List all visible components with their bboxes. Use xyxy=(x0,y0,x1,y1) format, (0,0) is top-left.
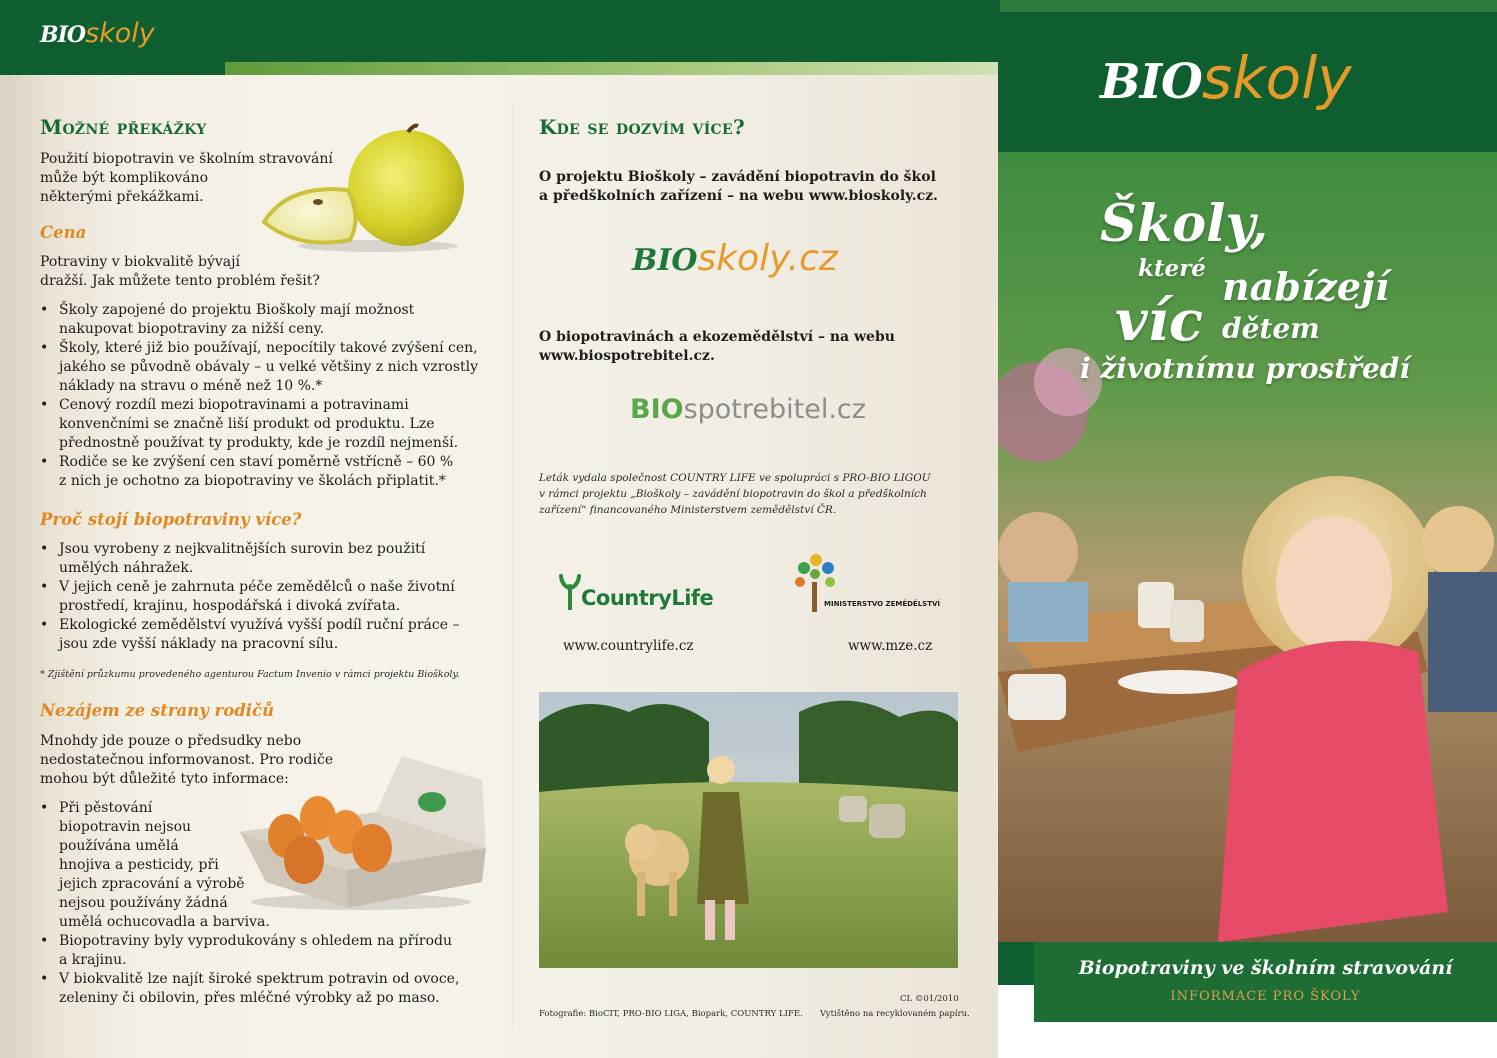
list-line: a krajinu. xyxy=(59,952,127,968)
bioskoly-web-text xyxy=(539,168,938,206)
list-item xyxy=(40,453,480,491)
list-line: jejich zpracování a výrobě xyxy=(59,876,245,892)
logo-rest-part: spotrebitel.cz xyxy=(683,394,866,425)
list-line: umělá ochucovadla a barviva. xyxy=(59,914,270,930)
print-code: CL ©01/2010 xyxy=(900,994,959,1004)
list-line: • Ekologické zemědělství využívá vyšší podíl ruční práce – xyxy=(59,617,460,633)
list-item xyxy=(40,301,480,339)
list-line: hnojiva a pesticidy, při xyxy=(59,857,219,873)
price-line: dražší. Jak můžete tento problém řešit? xyxy=(40,273,320,289)
countrylife-logo[interactable] xyxy=(559,572,713,610)
list-line: • V biokvalitě lze najít široké spektrum potravin od ovoce, xyxy=(59,971,460,987)
countrylife-url[interactable]: www.countrylife.cz xyxy=(563,638,694,654)
list-item xyxy=(40,540,480,578)
list-item xyxy=(40,970,480,1008)
cover-title-prostredi: i životnímu prostředí xyxy=(1080,352,1411,385)
list-item xyxy=(40,616,480,654)
cover-top-strip xyxy=(1000,0,1497,12)
price-line: Potraviny v biokvalitě bývají xyxy=(40,254,240,270)
list-line: používána umělá xyxy=(59,838,179,854)
mze-text: MINISTERSTVO ZEMĚDĚLSTVÍ xyxy=(824,600,941,608)
text-line: O biopotravinách a ekozemědělství – na webu xyxy=(539,329,895,345)
list-line: • Rodiče se ke zvýšení cen staví poměrně vstřícně – 60 % xyxy=(59,454,454,470)
section-heading-obstacles: Možné překážky xyxy=(40,115,207,139)
list-item xyxy=(40,578,480,616)
mze-logo[interactable] xyxy=(792,552,941,612)
cover-title-ktere: které xyxy=(1138,255,1206,282)
credit-line: zařízení“ financovaného Ministerstvem zemědělství ČR. xyxy=(539,504,837,516)
list-line: biopotravin nejsou xyxy=(59,819,192,835)
list-line: • Cenový rozdíl mezi biopotravinami a potravinami xyxy=(59,397,409,413)
cover-footer-subtitle: INFORMACE PRO ŠKOLY xyxy=(1170,989,1361,1004)
cover-title-skoly: Školy, xyxy=(1100,194,1269,254)
list-line: prostředí, krajinu, hospodářská i divoká zvířata. xyxy=(59,598,401,614)
countrylife-tree-icon xyxy=(559,572,581,610)
cover-bottom xyxy=(998,1022,1497,1058)
top-logo-bio: BIO xyxy=(40,22,86,48)
list-line: přednostně používat ty produkty, kde je rozdíl nejmenší. xyxy=(59,435,459,451)
photo-credit: Fotografie: BioCIT, PRO-BIO LIGA, Biopark, COUNTRY LIFE. xyxy=(539,1009,803,1019)
list-item xyxy=(40,339,480,396)
biospotrebitel-logo[interactable] xyxy=(630,394,866,425)
cover-title-nabizeji: nabízejí xyxy=(1222,264,1390,309)
logo-bio-part: BIO xyxy=(630,394,684,425)
list-line: jsou zde vyšší náklady na pracovní sílu. xyxy=(59,636,339,652)
disinterest-line: nedostatečnou informovanost. Pro rodiče xyxy=(40,752,334,768)
column-separator xyxy=(512,100,513,1030)
cover-logo xyxy=(1100,44,1352,112)
list-line: • V jejich ceně je zahrnuta péče zemědělců o naše životní xyxy=(59,579,455,595)
cover-footer xyxy=(1034,942,1497,1022)
cover-footer-title: Biopotraviny ve školním stravování xyxy=(1078,957,1453,979)
list-line: • Biopotraviny byly vyprodukovány s ohledem na přírodu xyxy=(59,933,453,949)
list-item xyxy=(40,799,480,932)
intro-line: může být komplikováno xyxy=(40,170,209,186)
bioskoly-cz-logo[interactable] xyxy=(632,238,838,279)
list-line: nejsou používány žádná xyxy=(59,895,228,911)
apple-image xyxy=(258,122,470,254)
list-line: jakého se původně obávaly – u velké většiny z nich vzrostly xyxy=(59,359,479,375)
list-line: zeleniny či obilovin, přes mléčné výrobky až po maso. xyxy=(59,990,440,1006)
list-line: • Školy, které již bio používají, nepocítily takové zvýšení cen, xyxy=(59,340,478,356)
disinterest-list xyxy=(40,799,480,1008)
cover-title-vic: víc xyxy=(1115,288,1203,354)
list-line: • Při pěstování xyxy=(59,800,153,816)
section-heading-more-info: Kde se dozvím více? xyxy=(539,115,745,139)
cover-title-detem: dětem xyxy=(1222,312,1320,345)
logo-bio-part: BIO xyxy=(632,243,698,278)
text-line: O projektu Bioškoly – zavádění biopotravin do škol xyxy=(539,169,936,185)
text-line: a předškolních zařízení – na webu www.bioskoly.cz. xyxy=(539,188,938,204)
credit-line: Leták vydala společnost COUNTRY LIFE ve spolupráci s PRO-BIO LIGOU xyxy=(539,472,931,484)
price-text xyxy=(40,253,320,291)
list-line: • Jsou vyrobeny z nejkvalitnějších surovin bez použití xyxy=(59,541,426,557)
list-item xyxy=(40,932,480,970)
list-line: nakupovat biopotraviny za nižší ceny. xyxy=(59,321,325,337)
top-logo-skoly: skoly xyxy=(85,18,155,49)
price-list xyxy=(40,301,480,491)
list-line: z nich je ochotno za biopotraviny ve školách připlatit.* xyxy=(59,473,446,489)
why-list xyxy=(40,540,480,654)
logo-skoly-part: skoly.cz xyxy=(697,238,838,279)
disinterest-line: Mnohdy jde pouze o předsudky nebo xyxy=(40,733,302,749)
list-line: umělých náhražek. xyxy=(59,560,194,576)
publisher-credit xyxy=(539,470,931,518)
credit-line: v rámci projektu „Bioškoly – zavádění biopotravin do škol a předškolních xyxy=(539,488,927,500)
biospotrebitel-web-text xyxy=(539,328,895,366)
text-line: www.biospotrebitel.cz. xyxy=(539,348,715,364)
disinterest-line: mohou být důležité tyto informace: xyxy=(40,771,289,787)
top-logo xyxy=(40,18,155,49)
list-line: konvenčními se značně liší produkt od produktu. Lze xyxy=(59,416,435,432)
intro-line: některými překážkami. xyxy=(40,189,204,205)
cover-logo-bio: BIO xyxy=(1100,54,1202,110)
footnote: * Zjištění průzkumu provedeného agenturou Factum Invenio v rámci projektu Bioškoly. xyxy=(40,669,460,680)
girl-with-dog-photo xyxy=(539,692,958,968)
list-line: náklady na stravu o méně než 10 %.* xyxy=(59,378,323,394)
print-note: Vytištěno na recyklovaném papíru. xyxy=(820,1009,970,1019)
subheading-disinterest: Nezájem ze strany rodičů xyxy=(40,701,275,720)
subheading-price: Cena xyxy=(40,223,87,242)
mze-url[interactable]: www.mze.cz xyxy=(848,638,933,654)
intro-line: Použití biopotravin ve školním stravování xyxy=(40,151,333,167)
list-line: • Školy zapojené do projektu Bioškoly mají možnost xyxy=(59,302,415,318)
countrylife-text: CountryLife xyxy=(581,586,714,610)
list-item xyxy=(40,396,480,453)
subheading-why: Proč stojí biopotraviny více? xyxy=(40,510,302,529)
cover-logo-skoly: skoly xyxy=(1201,44,1352,112)
